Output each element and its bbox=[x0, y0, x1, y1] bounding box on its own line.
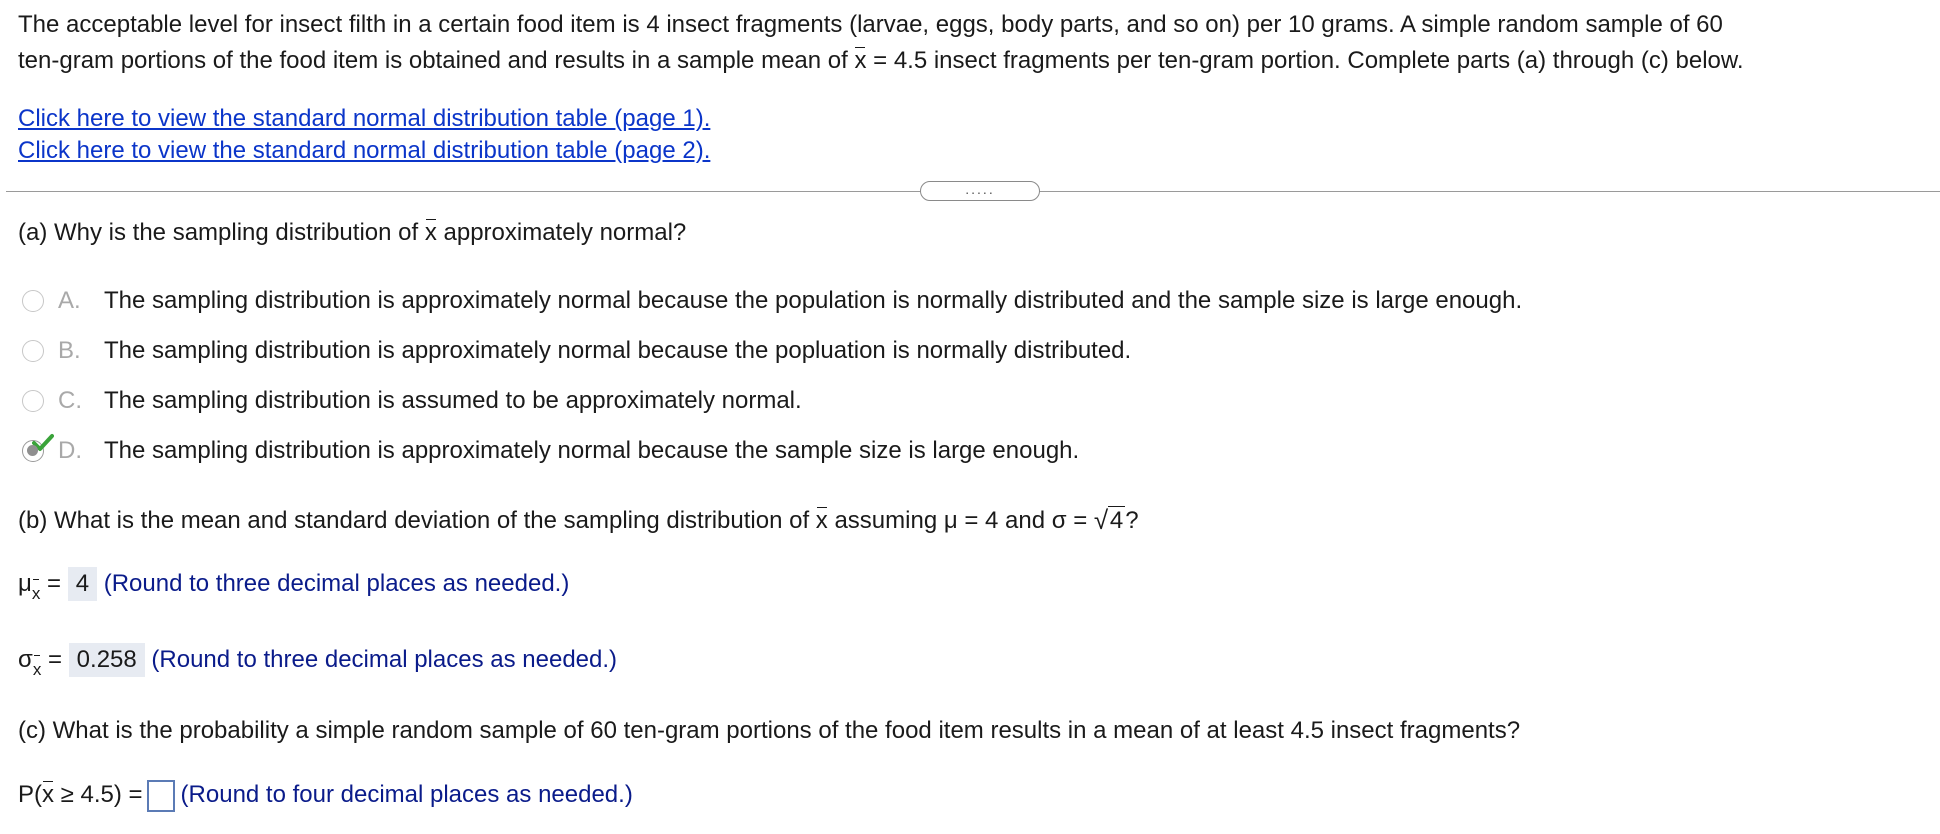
option-text: The sampling distribution is approximately normal because the sample size is large enough. bbox=[104, 437, 1080, 464]
sigma-symbol: σ bbox=[18, 646, 33, 673]
x-bar-symbol: x bbox=[33, 653, 42, 687]
probability-expression: ≥ 4.5) = bbox=[54, 781, 143, 808]
x-bar-symbol: x bbox=[854, 44, 866, 78]
option-letter: D. bbox=[58, 437, 82, 464]
rounding-hint: (Round to three decimal places as needed.) bbox=[103, 570, 570, 597]
expand-collapse-button[interactable]: ..... bbox=[920, 181, 1040, 201]
normal-table-page1-link[interactable]: Click here to view the standard normal distribution table (page 1). bbox=[18, 105, 711, 132]
x-bar-subscript bbox=[33, 660, 42, 679]
part-c-question bbox=[18, 714, 1520, 748]
problem-statement-line-1 bbox=[18, 8, 1723, 42]
option-letter: B. bbox=[58, 337, 81, 364]
option-text: The sampling distribution is approximately normal because the population is normally distributed and the sample size is large enough. bbox=[104, 287, 1523, 314]
rounding-hint: (Round to three decimal places as needed.) bbox=[151, 646, 618, 673]
mu-symbol: μ bbox=[18, 570, 32, 597]
equals-sign: = bbox=[47, 570, 62, 597]
part-b-question-text: assuming μ = 4 and σ = bbox=[827, 507, 1094, 534]
x-bar-subscript bbox=[32, 584, 41, 603]
problem-text: = 4.5 insect fragments per ten-gram portion. Complete parts (a) through (c) below. bbox=[866, 47, 1744, 74]
probability-expression: P( bbox=[18, 781, 42, 808]
radio-button-c[interactable] bbox=[22, 390, 44, 412]
probability-answer-row bbox=[18, 778, 633, 812]
mean-answer-row bbox=[18, 567, 569, 603]
x-bar-symbol: x bbox=[32, 577, 41, 611]
option-c[interactable] bbox=[22, 384, 802, 418]
part-a-question-text: (a) Why is the sampling distribution of bbox=[18, 219, 425, 246]
x-bar-symbol: x bbox=[816, 504, 828, 538]
part-b-question-text: ? bbox=[1125, 507, 1139, 534]
radical-sign-icon: √ bbox=[1093, 505, 1109, 535]
radio-button-a[interactable] bbox=[22, 290, 44, 312]
square-root-expression bbox=[1094, 504, 1125, 538]
equals-sign: = bbox=[47, 646, 62, 673]
part-b-question-text: (b) What is the mean and standard deviation of the sampling distribution of bbox=[18, 507, 816, 534]
radio-button-b[interactable] bbox=[22, 340, 44, 362]
normal-table-page2-link[interactable]: Click here to view the standard normal distribution table (page 2). bbox=[18, 137, 711, 164]
option-text: The sampling distribution is approximately normal because the popluation is normally distributed. bbox=[104, 337, 1132, 364]
problem-text: The acceptable level for insect filth in a certain food item is 4 insect fragments (larvae, eggs, body parts, and so on) per 10 grams. A simple random sample of 60 bbox=[18, 11, 1723, 38]
part-a-question-text: approximately normal? bbox=[436, 219, 687, 246]
radicand: 4 bbox=[1109, 507, 1124, 534]
probability-answer-input[interactable] bbox=[147, 780, 175, 812]
option-b[interactable] bbox=[22, 334, 1131, 368]
option-text: The sampling distribution is assumed to be approximately normal. bbox=[104, 387, 802, 414]
problem-statement-line-2 bbox=[18, 44, 1744, 78]
option-a[interactable] bbox=[22, 284, 1522, 318]
x-bar-symbol: x bbox=[425, 216, 437, 250]
part-c-question-text: (c) What is the probability a simple random sample of 60 ten-gram portions of the food item results in a mean of at least 4.5 insect fragments? bbox=[18, 717, 1521, 744]
part-a-question bbox=[18, 216, 686, 250]
option-letter: A. bbox=[58, 287, 81, 314]
mean-answer-field[interactable]: 4 bbox=[68, 567, 97, 601]
option-letter: C. bbox=[58, 387, 82, 414]
option-d[interactable] bbox=[22, 434, 1079, 468]
x-bar-symbol: x bbox=[42, 778, 54, 812]
sd-answer-row bbox=[18, 643, 617, 679]
rounding-hint: (Round to four decimal places as needed.) bbox=[180, 781, 633, 808]
radio-button-d[interactable] bbox=[22, 440, 44, 462]
table-links-2 bbox=[18, 134, 710, 168]
sd-answer-field[interactable]: 0.258 bbox=[69, 643, 145, 677]
table-links bbox=[18, 102, 710, 136]
part-b-question bbox=[18, 504, 1139, 538]
problem-text: ten-gram portions of the food item is obtained and results in a sample mean of bbox=[18, 47, 855, 74]
correct-checkmark-icon bbox=[32, 433, 54, 453]
